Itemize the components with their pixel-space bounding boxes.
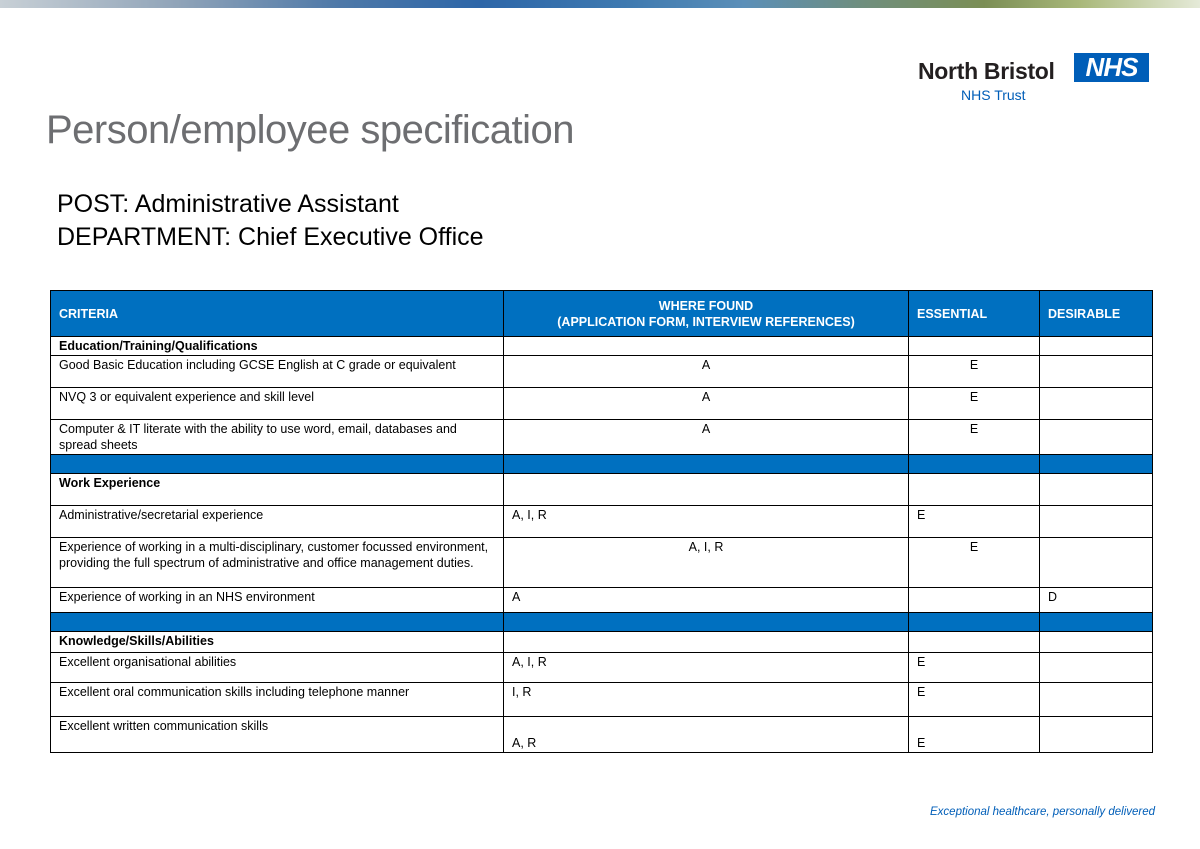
essential-cell: E: [909, 683, 1040, 717]
footer-tagline: Exceptional healthcare, personally delivered: [930, 806, 1156, 818]
essential-cell: E: [909, 653, 1040, 683]
where-cell: A: [504, 388, 909, 420]
criteria-cell: Computer & IT literate with the ability to use word, email, databases and spread sheets: [51, 420, 504, 455]
header-where-found-line1: WHERE FOUND: [658, 298, 754, 313]
criteria-cell: Administrative/secretarial experience: [51, 506, 504, 538]
where-cell: A, R: [504, 717, 909, 753]
section-divider: [51, 455, 1153, 474]
header-where-found: [504, 291, 909, 337]
where-cell: A: [504, 356, 909, 388]
desirable-cell: [1040, 506, 1153, 538]
nhs-badge: NHS: [1074, 53, 1149, 82]
criteria-cell: Excellent organisational abilities: [51, 653, 504, 683]
section-title: Education/Training/Qualifications: [51, 337, 504, 356]
criteria-cell: Experience of working in an NHS environment: [51, 588, 504, 613]
section-row: [51, 632, 1153, 653]
essential-cell: E: [909, 506, 1040, 538]
where-cell: A, I, R: [504, 653, 909, 683]
section-title: Work Experience: [51, 474, 504, 506]
table-row: [51, 588, 1153, 613]
header-criteria: CRITERIA: [51, 291, 504, 337]
header-desirable: DESIRABLE: [1040, 291, 1153, 337]
desirable-cell: [1040, 356, 1153, 388]
where-cell: A: [504, 588, 909, 613]
desirable-cell: [1040, 653, 1153, 683]
table-row: [51, 683, 1153, 717]
section-row: [51, 337, 1153, 356]
section-row: [51, 474, 1153, 506]
essential-cell: E: [909, 717, 1040, 753]
post-line: POST: Administrative Assistant: [57, 190, 399, 218]
essential-cell: E: [909, 538, 1040, 588]
table-row: [51, 538, 1153, 588]
desirable-cell: D: [1040, 588, 1153, 613]
desirable-cell: [1040, 683, 1153, 717]
section-title: Knowledge/Skills/Abilities: [51, 632, 504, 653]
desirable-cell: [1040, 420, 1153, 455]
essential-cell: [909, 588, 1040, 613]
desirable-cell: [1040, 717, 1153, 753]
desirable-cell: [1040, 388, 1153, 420]
where-cell: A, I, R: [504, 538, 909, 588]
page-title: Person/employee specification: [46, 108, 575, 152]
table-row: [51, 653, 1153, 683]
desirable-cell: [1040, 538, 1153, 588]
essential-cell: E: [909, 388, 1040, 420]
header-essential: ESSENTIAL: [909, 291, 1040, 337]
essential-cell: E: [909, 420, 1040, 455]
department-line: DEPARTMENT: Chief Executive Office: [57, 223, 484, 251]
table-row: [51, 420, 1153, 455]
essential-cell: E: [909, 356, 1040, 388]
criteria-cell: Good Basic Education including GCSE English at C grade or equivalent: [51, 356, 504, 388]
section-divider: [51, 613, 1153, 632]
table-row: [51, 717, 1153, 753]
nhs-logo: [918, 52, 1150, 104]
criteria-cell: Excellent written communication skills: [51, 717, 504, 753]
table-row: [51, 388, 1153, 420]
criteria-cell: Excellent oral communication skills including telephone manner: [51, 683, 504, 717]
where-cell: A, I, R: [504, 506, 909, 538]
table-row: [51, 506, 1153, 538]
logo-trust-name: North Bristol: [918, 58, 1055, 84]
spec-table: [50, 290, 1153, 753]
table-row: [51, 356, 1153, 388]
where-cell: I, R: [504, 683, 909, 717]
top-color-bar: [0, 0, 1200, 8]
criteria-cell: Experience of working in a multi-disciplinary, customer focussed environment, providing the full spectrum of administrative and office management duties.: [51, 538, 504, 588]
post-info: [57, 188, 484, 254]
criteria-cell: NVQ 3 or equivalent experience and skill level: [51, 388, 504, 420]
logo-subtitle: NHS Trust: [961, 87, 1026, 103]
where-cell: A: [504, 420, 909, 455]
header-where-found-line2: (APPLICATION FORM, INTERVIEW REFERENCES): [557, 314, 855, 329]
